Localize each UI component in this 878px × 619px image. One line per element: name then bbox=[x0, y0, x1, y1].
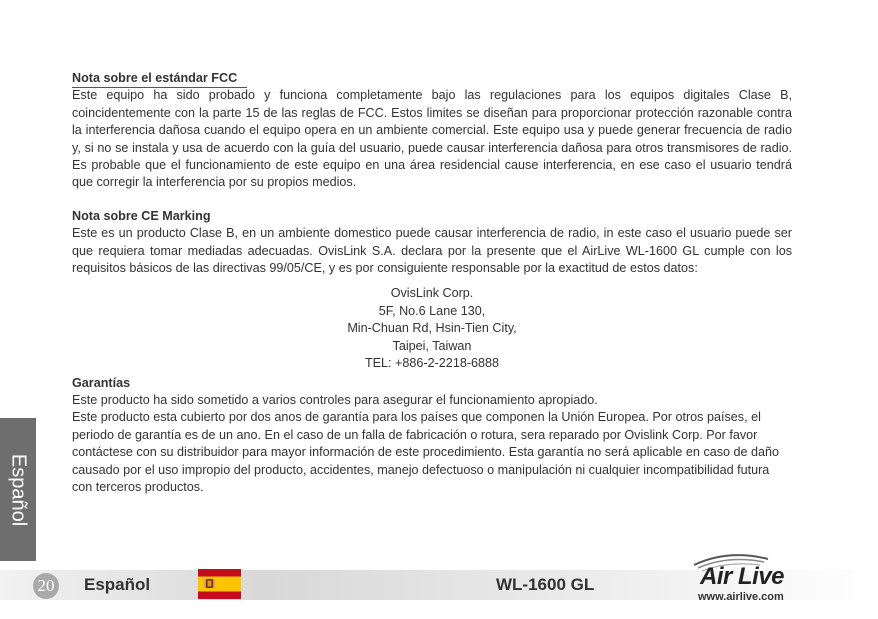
side-tab-label: Español bbox=[7, 453, 30, 526]
company-address bbox=[72, 285, 792, 372]
warranty-paragraph: Este producto esta cubierto por dos anos de garantía para los países que componen la Unión Europea. Por otros países, el periodo de garantía es de un ano. En el caso de un falla de fabricación o rotura, sera reparado por Ovislink Corp. Por favor contáctese con su distribuidor para mayor información de este procedimiento. Esta garantía no será aplicable en caso de daño causado por el uso impropio del producto, accidentes, manejo defectuoso o manipulación ni cualquier incompatibilidad futura con terceros productos. bbox=[72, 410, 780, 494]
warranty-intro: Este producto ha sido sometido a varios controles para asegurar el funcionamiento apropiado. bbox=[72, 392, 598, 407]
language-side-tab bbox=[0, 418, 36, 561]
airlive-logo bbox=[688, 551, 818, 607]
logo-url: www.airlive.com bbox=[698, 591, 784, 603]
address-line-road: Min-Chuan Rd, Hsin-Tien City, bbox=[347, 321, 517, 336]
address-line-company: OvisLink Corp. bbox=[390, 286, 474, 301]
document-body bbox=[72, 70, 792, 496]
spain-flag-icon bbox=[198, 569, 241, 599]
footer-language: Español bbox=[84, 575, 151, 594]
address-line-city: Taipei, Taiwan bbox=[392, 338, 472, 353]
footer-model: WL-1600 GL bbox=[496, 575, 595, 594]
logo-wordmark: Air Live bbox=[700, 563, 785, 590]
address-line-phone: TEL: +886-2-2218-6888 bbox=[364, 356, 500, 371]
warranty-heading: Garantías bbox=[72, 375, 131, 390]
ce-heading: Nota sobre CE Marking bbox=[72, 208, 211, 223]
page-number: 20 bbox=[33, 573, 59, 599]
ce-paragraph: Este es un producto Clase B, en un ambiente domestico puede causar interferencia de radio, in este caso el usuario puede ser que requiera tomar mediadas adecuadas. OvisLink S.A. declara por la presente que el AirLive WL-1600 GL cumple con los requisitos básicos de las directivas 99/05/CE, y es por consiguiente responsable por la exactitud de estos datos: bbox=[72, 226, 792, 276]
fcc-paragraph: Este equipo ha sido probado y funciona completamente bajo las regulaciones para los equipos digitales Clase B, coincidentemente con la parte 15 de las reglas de FCC. Estos limites se diseñan para proporcionar protección razonable contra la interferencia dañosa cuando el equipo opera en un ambiente comercial. Este equipo usa y puede generar frecuencia de radio y, si no se instala y usa de acuerdo con la guía del usuario, puede causar interferencia dañosa para otros transmisores de radio. Es probable que el funcionamiento de este equipo en una área residencial cause interferencia, en ese caso el usuario tendrá que corregir la interferencia por su propios medios. bbox=[72, 88, 792, 190]
fcc-heading: Nota sobre el estándar FCC bbox=[72, 70, 237, 87]
address-line-street: 5F, No.6 Lane 130, bbox=[378, 303, 486, 318]
